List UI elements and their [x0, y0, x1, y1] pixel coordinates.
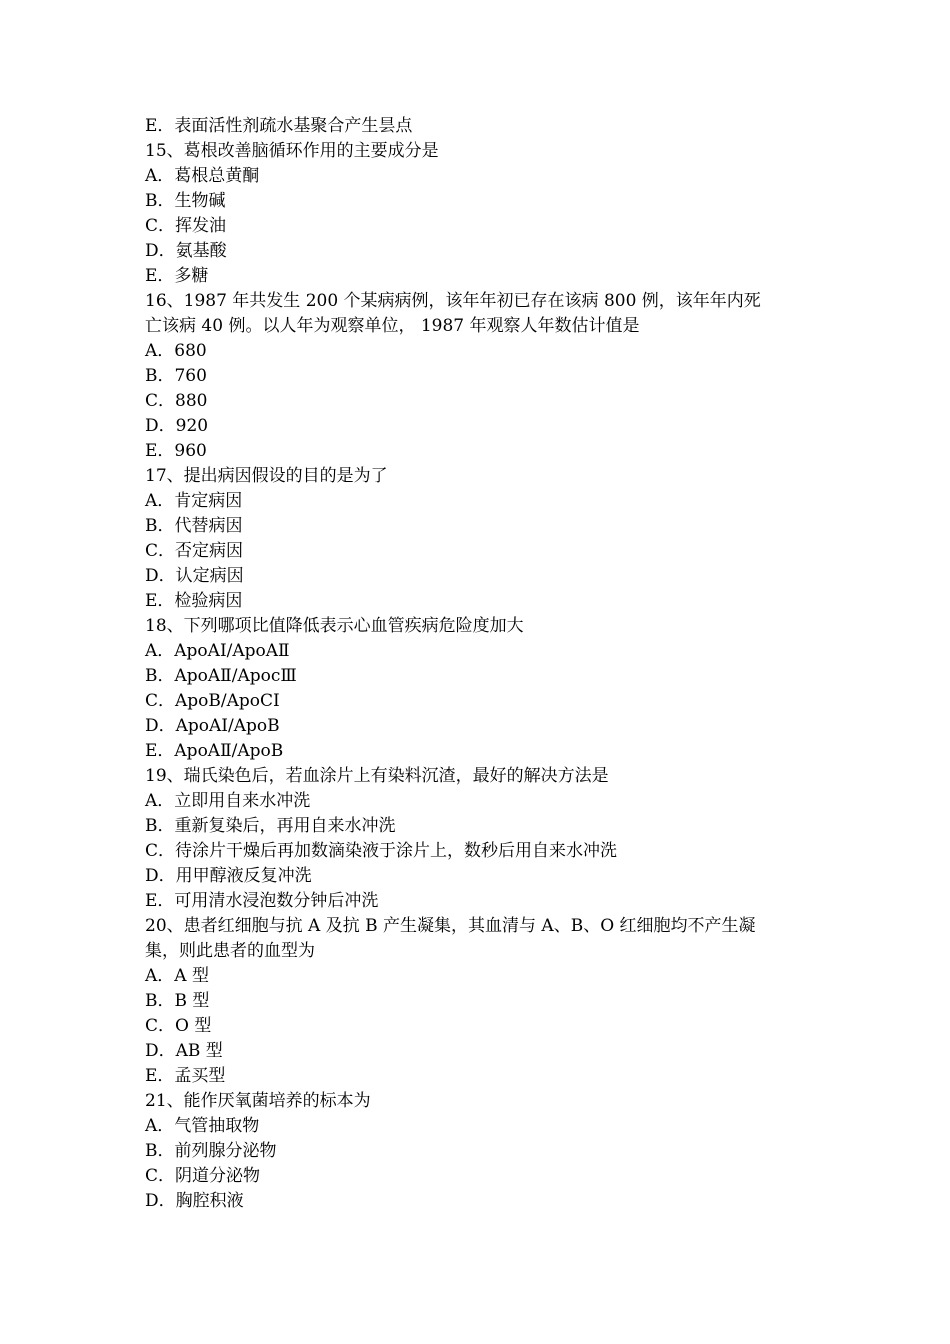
- question-text-line: 20、患者红细胞与抗 A 及抗 B 产生凝集，其血清与 A、B、O 红细胞均不产生凝: [145, 916, 756, 936]
- answer-option-line: E．ApoAⅡ/ApoB: [145, 741, 284, 761]
- answer-option-line: A．ApoAⅠ/ApoAⅡ: [145, 641, 290, 661]
- question-text-line: 21、能作厌氧菌培养的标本为: [145, 1091, 371, 1111]
- question-text-line: 16、1987 年共发生 200 个某病病例，该年年初已存在该病 800 例，该年年内死: [145, 291, 761, 311]
- answer-option-line: B．ApoAⅡ/ApocⅢ: [145, 666, 297, 686]
- answer-option-line: C．ApoB/ApoCⅠ: [145, 691, 280, 711]
- answer-option-line: B．760: [145, 366, 207, 386]
- answer-option-line: A．A 型: [145, 966, 209, 986]
- answer-option-line: D．用甲醇液反复冲洗: [145, 866, 312, 886]
- answer-option-line: C．待涂片干燥后再加数滴染液于涂片上，数秒后用自来水冲洗: [145, 841, 618, 861]
- question-text-line: 亡该病 40 例。以人年为观察单位， 1987 年观察人年数估计值是: [145, 316, 640, 336]
- answer-option-line: E．可用清水浸泡数分钟后冲洗: [145, 891, 379, 911]
- question-text-line: 15、葛根改善脑循环作用的主要成分是: [145, 141, 439, 161]
- answer-option-line: C．O 型: [145, 1016, 212, 1036]
- answer-option-line: D．氨基酸: [145, 241, 227, 261]
- answer-option-line: D．AB 型: [145, 1041, 223, 1061]
- answer-option-line: B．重新复染后，再用自来水冲洗: [145, 816, 396, 836]
- answer-option-line: A．680: [145, 341, 207, 361]
- answer-option-line: E．表面活性剂疏水基聚合产生昙点: [145, 116, 413, 136]
- question-text-line: 17、提出病因假设的目的是为了: [145, 466, 388, 486]
- answer-option-line: B．生物碱: [145, 191, 226, 211]
- question-text-line: 19、瑞氏染色后，若血涂片上有染料沉渣，最好的解决方法是: [145, 766, 609, 786]
- document-page: [145, 114, 815, 1214]
- answer-option-line: A．葛根总黄酮: [145, 166, 260, 186]
- answer-option-line: D．ApoAⅠ/ApoB: [145, 716, 280, 736]
- answer-option-line: A．气管抽取物: [145, 1116, 260, 1136]
- answer-option-line: E．孟买型: [145, 1066, 226, 1086]
- answer-option-line: C．阴道分泌物: [145, 1166, 261, 1186]
- answer-option-line: B．前列腺分泌物: [145, 1141, 277, 1161]
- answer-option-line: C．880: [145, 391, 208, 411]
- answer-option-line: C．否定病因: [145, 541, 244, 561]
- question-text-line: 18、下列哪项比值降低表示心血管疾病危险度加大: [145, 616, 524, 636]
- answer-option-line: E．检验病因: [145, 591, 243, 611]
- answer-option-line: D．认定病因: [145, 566, 244, 586]
- answer-option-line: A．立即用自来水冲洗: [145, 791, 311, 811]
- answer-option-line: C．挥发油: [145, 216, 227, 236]
- answer-option-line: B．代替病因: [145, 516, 243, 536]
- answer-option-line: E．多糖: [145, 266, 209, 286]
- answer-option-line: E．960: [145, 441, 207, 461]
- answer-option-line: B．B 型: [145, 991, 210, 1011]
- answer-option-line: D．胸腔积液: [145, 1191, 244, 1211]
- answer-option-line: A．肯定病因: [145, 491, 243, 511]
- question-text-line: 集，则此患者的血型为: [145, 941, 315, 961]
- answer-option-line: D．920: [145, 416, 209, 436]
